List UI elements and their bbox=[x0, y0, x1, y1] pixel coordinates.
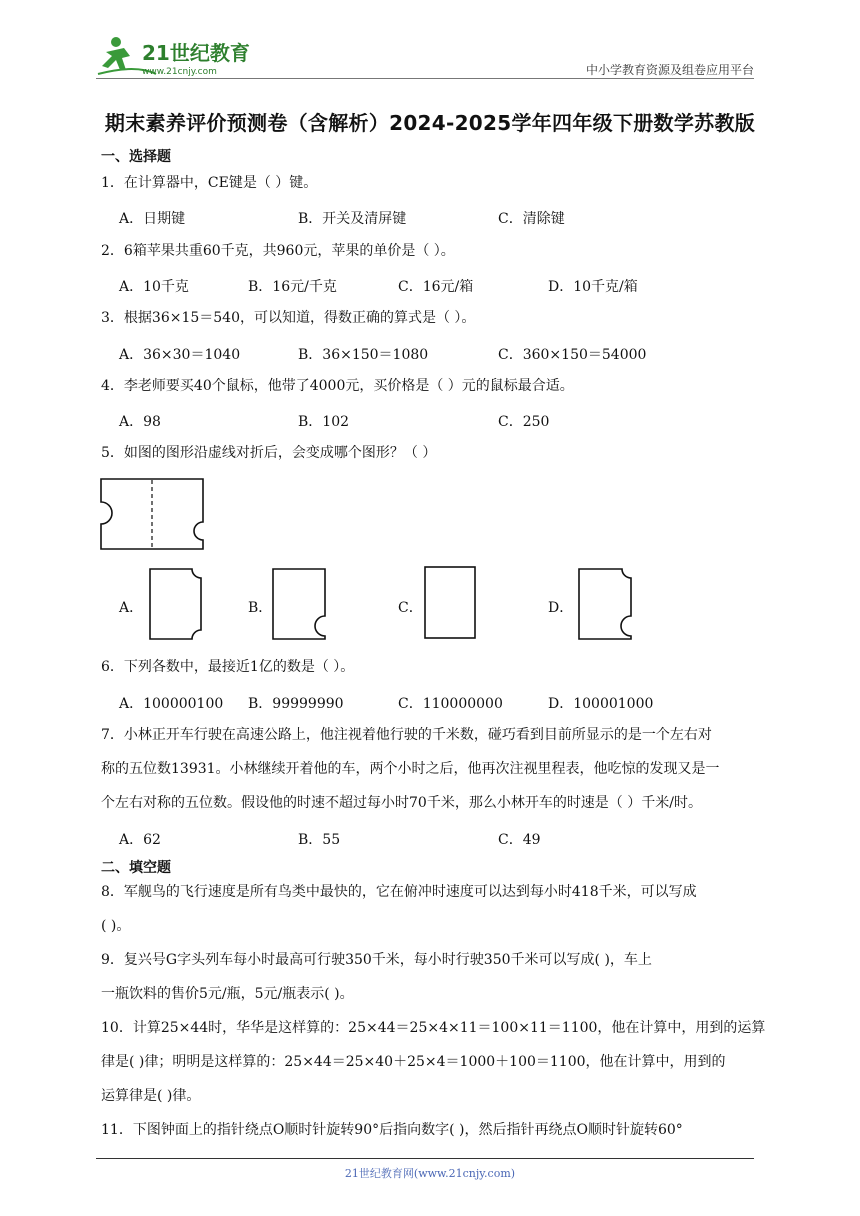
q3-option-c: C．360×150＝54000 bbox=[498, 347, 647, 363]
question-8-line-2: ( )。 bbox=[101, 918, 131, 934]
q3-option-b: B．36×150＝1080 bbox=[298, 347, 429, 363]
footer-link[interactable]: 21世纪教育网(www.21cnjy.com) bbox=[344, 1167, 516, 1180]
q2-option-c: C．16元/箱 bbox=[398, 279, 474, 295]
q5-option-b: B． bbox=[248, 600, 273, 616]
question-2: 2．6箱苹果共重60千克，共960元，苹果的单价是（ ）。 bbox=[101, 243, 455, 259]
platform-label: 中小学教育资源及组卷应用平台 bbox=[585, 63, 754, 77]
question-10-line-1: 10．计算25×44时，华华是这样算的：25×44＝25×4×11＝100×11＝1100，他在计算中，用到的运算 bbox=[101, 1020, 766, 1036]
question-1: 1．在计算器中，CE键是（ ）键。 bbox=[101, 175, 318, 191]
question-7-line-3: 个左右对称的五位数。假设他的时速不超过每小时70千米，那么小林开车的时速是（ ）千米/时。 bbox=[101, 795, 702, 811]
q5-shape-d bbox=[578, 568, 634, 640]
q6-option-c: C．110000000 bbox=[398, 696, 503, 712]
question-7-line-1: 7．小林正开车行驶在高速公路上，他注视着他行驶的千米数，碰巧看到目前所显示的是一个左右对 bbox=[101, 727, 712, 743]
q7-option-b: B．55 bbox=[298, 832, 341, 848]
q4-option-a: A．98 bbox=[119, 414, 161, 430]
footer-divider bbox=[96, 1158, 754, 1159]
q5-shape-c bbox=[424, 566, 478, 640]
fold-figure bbox=[100, 478, 204, 550]
question-7-line-2: 称的五位数13931。小林继续开着他的车，两个小时之后，他再次注视里程表，他吃惊的发现又是一 bbox=[101, 761, 720, 777]
question-11-line-1: 11．下图钟面上的指针绕点O顺时针旋转90°后指向数字( )，然后指针再绕点O顺时针旋转60° bbox=[101, 1122, 683, 1138]
q7-option-c: C．49 bbox=[498, 832, 541, 848]
question-3: 3．根据36×15＝540，可以知道，得数正确的算式是（ ）。 bbox=[101, 310, 476, 326]
q5-option-c: C． bbox=[398, 600, 423, 616]
question-6: 6．下列各数中，最接近1亿的数是（ ）。 bbox=[101, 659, 355, 675]
page-title: 期末素养评价预测卷（含解析）2024-2025学年四年级下册数学苏教版 bbox=[104, 111, 756, 135]
question-10-line-3: 运算律是( )律。 bbox=[101, 1088, 201, 1104]
q5-option-a: A． bbox=[119, 600, 144, 616]
q6-option-d: D．100001000 bbox=[548, 696, 654, 712]
logo-url: www.21cnjy.com bbox=[142, 67, 217, 77]
q5-shape-a bbox=[149, 568, 203, 640]
q7-option-a: A．62 bbox=[119, 832, 161, 848]
section-fill-blank: 二、填空题 bbox=[101, 860, 171, 876]
q2-option-b: B．16元/千克 bbox=[248, 279, 337, 295]
question-9-line-1: 9．复兴号G字头列车每小时最高可行驶350千米，每小时行驶350千米可以写成( )，车上 bbox=[101, 952, 652, 968]
q5-shape-b bbox=[272, 568, 328, 640]
q4-option-b: B．102 bbox=[298, 414, 350, 430]
site-logo bbox=[96, 34, 256, 80]
q6-option-a: A．100000100 bbox=[119, 696, 224, 712]
q1-option-a: A．日期键 bbox=[119, 211, 186, 227]
question-4: 4．李老师要买40个鼠标，他带了4000元，买价格是（ ）元的鼠标最合适。 bbox=[101, 378, 574, 394]
question-8-line-1: 8．军舰鸟的飞行速度是所有鸟类中最快的，它在俯冲时速度可以达到每小时418千米，可以写成 bbox=[101, 884, 697, 900]
q5-option-d: D． bbox=[548, 600, 574, 616]
logo-text: 21世纪教育 bbox=[142, 41, 250, 65]
header-divider bbox=[96, 78, 754, 79]
question-10-line-2: 律是( )律；明明是这样算的：25×44＝25×40＋25×4＝1000＋100＝1100，他在计算中，用到的 bbox=[101, 1054, 726, 1070]
q2-option-d: D．10千克/箱 bbox=[548, 279, 638, 295]
question-9-line-2: 一瓶饮料的售价5元/瓶，5元/瓶表示( )。 bbox=[101, 986, 354, 1002]
q6-option-b: B．99999990 bbox=[248, 696, 344, 712]
section-choice: 一、选择题 bbox=[101, 149, 171, 165]
q4-option-c: C．250 bbox=[498, 414, 550, 430]
q1-option-b: B．开关及清屏键 bbox=[298, 211, 407, 227]
question-5: 5．如图的图形沿虚线对折后，会变成哪个图形？（ ） bbox=[101, 445, 437, 461]
q2-option-a: A．10千克 bbox=[119, 279, 189, 295]
q3-option-a: A．36×30＝1040 bbox=[119, 347, 241, 363]
q1-option-c: C．清除键 bbox=[498, 211, 565, 227]
